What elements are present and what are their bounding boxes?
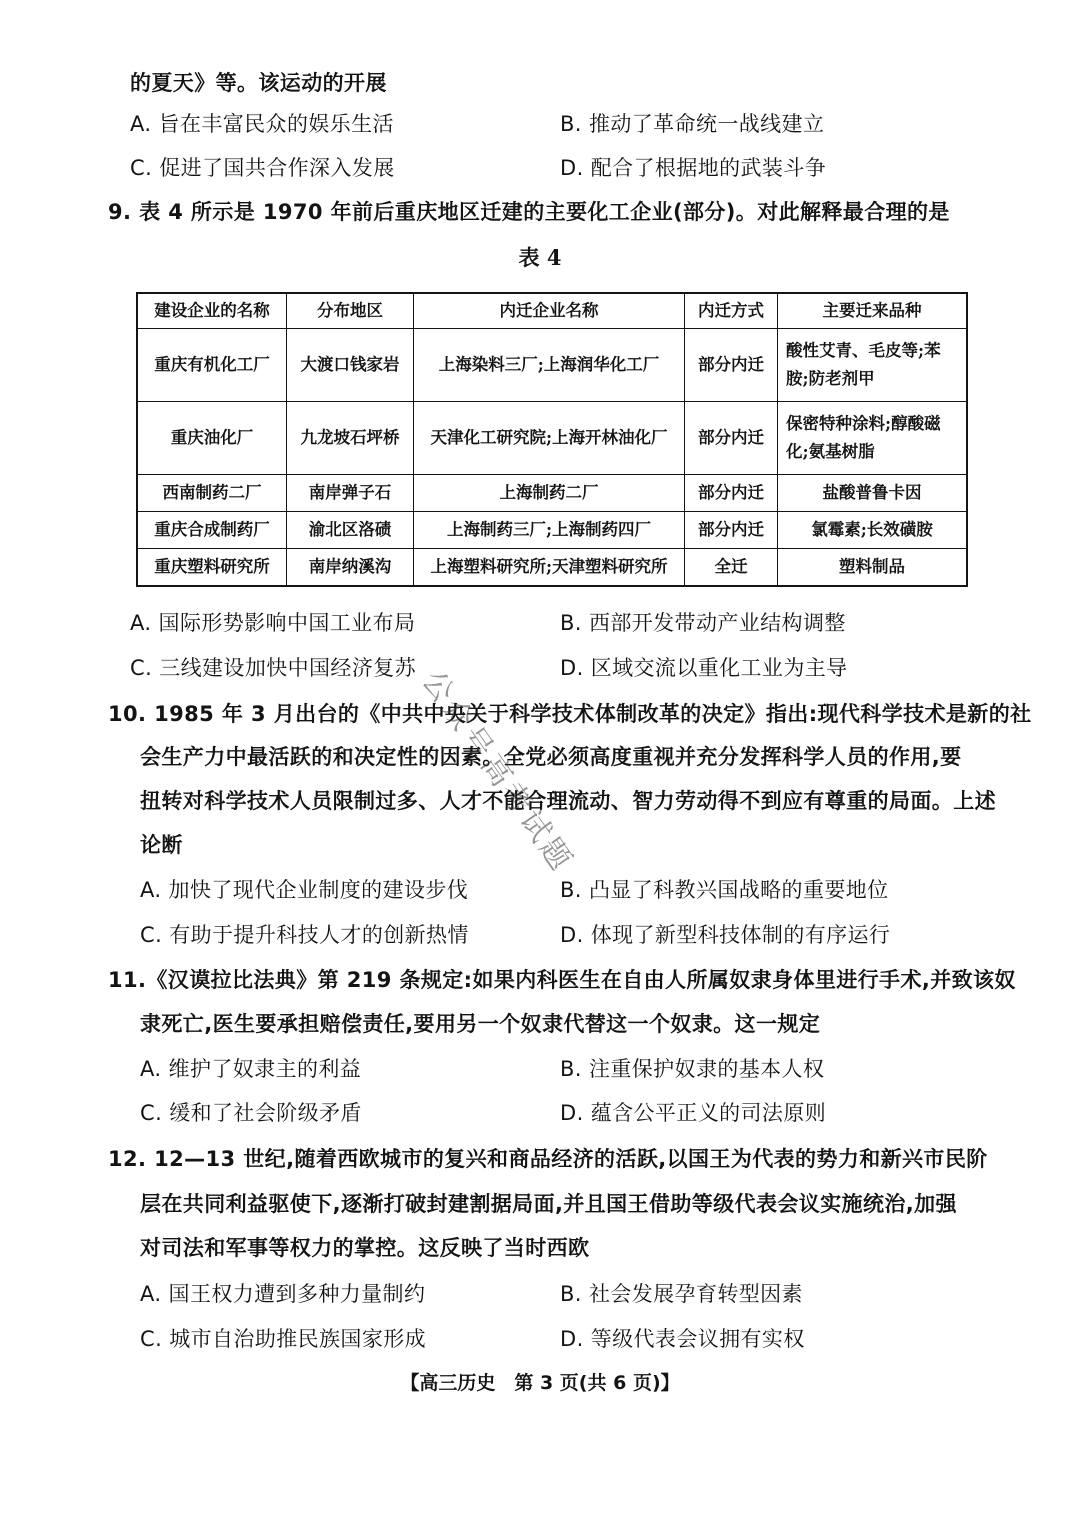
question-12-stem-cont: 层在共同利益驱使下,逐渐打破封建割据局面,并且国王借助等级代表会议实施统治,加强: [140, 1192, 957, 1216]
q8-option-a: A. 旨在丰富民众的娱乐生活: [130, 112, 394, 136]
table-cell: 部分内迁: [685, 329, 778, 402]
table-cell: 上海制药三厂;上海制药四厂: [414, 512, 685, 549]
question-10-stem-cont: 论断: [140, 833, 183, 857]
header-cell: 内迁方式: [685, 293, 778, 329]
q11-option-c: C. 缓和了社会阶级矛盾: [140, 1101, 362, 1125]
question-10-stem-cont: 扭转对科学技术人员限制过多、人才不能合理流动、智力劳动得不到应有尊重的局面。上述: [140, 789, 996, 813]
table-cell: 部分内迁: [685, 402, 778, 475]
table-cell: 天津化工研究院;上海开林油化厂: [414, 402, 685, 475]
table-cell: 上海染料三厂;上海润华化工厂: [414, 329, 685, 402]
table-cell: 上海制药二厂: [414, 475, 685, 512]
table-cell: 盐酸普鲁卡因: [778, 475, 968, 512]
table-cell: 重庆塑料研究所: [137, 549, 287, 587]
table-cell: 渝北区洛碛: [287, 512, 414, 549]
table-cell: 重庆合成制药厂: [137, 512, 287, 549]
q9-option-d: D. 区域交流以重化工业为主导: [560, 656, 848, 680]
q11-option-d: D. 蕴含公平正义的司法原则: [560, 1101, 827, 1125]
table-cell: 部分内迁: [685, 475, 778, 512]
table-cell: 大渡口钱家岩: [287, 329, 414, 402]
watermark: 公众号高考试题: [414, 664, 580, 880]
table-row: [137, 475, 967, 512]
q10-option-b: B. 凸显了科教兴国战略的重要地位: [560, 878, 889, 902]
q12-option-d: D. 等级代表会议拥有实权: [560, 1327, 805, 1351]
table-cell: 九龙坡石坪桥: [287, 402, 414, 475]
q12-option-c: C. 城市自治助推民族国家形成: [140, 1327, 427, 1351]
q12-option-b: B. 社会发展孕育转型因素: [560, 1282, 803, 1306]
chemical-enterprises-table: [136, 292, 968, 587]
question-12-stem-cont: 对司法和军事等权力的掌控。这反映了当时西欧: [140, 1236, 590, 1260]
table-row: [137, 549, 967, 587]
header-cell: 建设企业的名称: [137, 293, 287, 329]
table-header-row: [137, 293, 967, 329]
question-9-stem: 9. 表 4 所示是 1970 年前后重庆地区迁建的主要化工企业(部分)。对此解释最合理的是: [108, 200, 950, 224]
table-cell: 保密特种涂料;醇酸磁化;氨基树脂: [778, 402, 968, 475]
page-footer: 【高三历史 第 3 页(共 6 页)】: [400, 1372, 680, 1394]
table-row: [137, 329, 967, 402]
header-cell: 主要迁来品种: [778, 293, 968, 329]
q8-option-d: D. 配合了根据地的武装斗争: [560, 156, 827, 180]
q11-option-b: B. 注重保护奴隶的基本人权: [560, 1057, 825, 1081]
header-cell: 分布地区: [287, 293, 414, 329]
table-cell: 部分内迁: [685, 512, 778, 549]
table-cell: 酸性艾青、毛皮等;苯胺;防老剂甲: [778, 329, 968, 402]
question-10-stem-cont: 会生产力中最活跃的和决定性的因素。全党必须高度重视并充分发挥科学人员的作用,要: [140, 745, 962, 769]
table-row: [137, 512, 967, 549]
q12-option-a: A. 国王权力遭到多种力量制约: [140, 1282, 426, 1306]
q10-option-d: D. 体现了新型科技体制的有序运行: [560, 923, 891, 947]
table-cell: 全迁: [685, 549, 778, 587]
q10-option-c: C. 有助于提升科技人才的创新热情: [140, 923, 469, 947]
q9-option-a: A. 国际形势影响中国工业布局: [130, 611, 416, 635]
q8-option-b: B. 推动了革命统一战线建立: [560, 112, 825, 136]
question-12-stem: 12. 12—13 世纪,随着西欧城市的复兴和商品经济的活跃,以国王为代表的势力和新兴市民阶: [108, 1147, 988, 1171]
table-title: 表 4: [518, 245, 562, 270]
q11-option-a: A. 维护了奴隶主的利益: [140, 1057, 362, 1081]
table-cell: 南岸纳溪沟: [287, 549, 414, 587]
q10-option-a: A. 加快了现代企业制度的建设步伐: [140, 878, 469, 902]
table-row: [137, 402, 967, 475]
q9-option-b: B. 西部开发带动产业结构调整: [560, 611, 846, 635]
table-cell: 重庆油化厂: [137, 402, 287, 475]
table-cell: 南岸弹子石: [287, 475, 414, 512]
table-cell: 塑料制品: [778, 549, 968, 587]
question-10-stem: 10. 1985 年 3 月出台的《中共中央关于科学技术体制改革的决定》指出:现代科学技术是新的社: [108, 702, 1032, 726]
question-8-stem-tail: 的夏天》等。该运动的开展: [130, 71, 387, 95]
table-cell: 上海塑料研究所;天津塑料研究所: [414, 549, 685, 587]
table-cell: 氯霉素;长效磺胺: [778, 512, 968, 549]
question-11-stem: 11.《汉谟拉比法典》第 219 条规定:如果内科医生在自由人所属奴隶身体里进行手术,并致该奴: [108, 968, 1016, 992]
q9-option-c: C. 三线建设加快中国经济复苏: [130, 656, 417, 680]
question-11-stem-cont: 隶死亡,医生要承担赔偿责任,要用另一个奴隶代替这一个奴隶。这一规定: [140, 1012, 821, 1036]
table-cell: 西南制药二厂: [137, 475, 287, 512]
header-cell: 内迁企业名称: [414, 293, 685, 329]
table-cell: 重庆有机化工厂: [137, 329, 287, 402]
q8-option-c: C. 促进了国共合作深入发展: [130, 156, 395, 180]
